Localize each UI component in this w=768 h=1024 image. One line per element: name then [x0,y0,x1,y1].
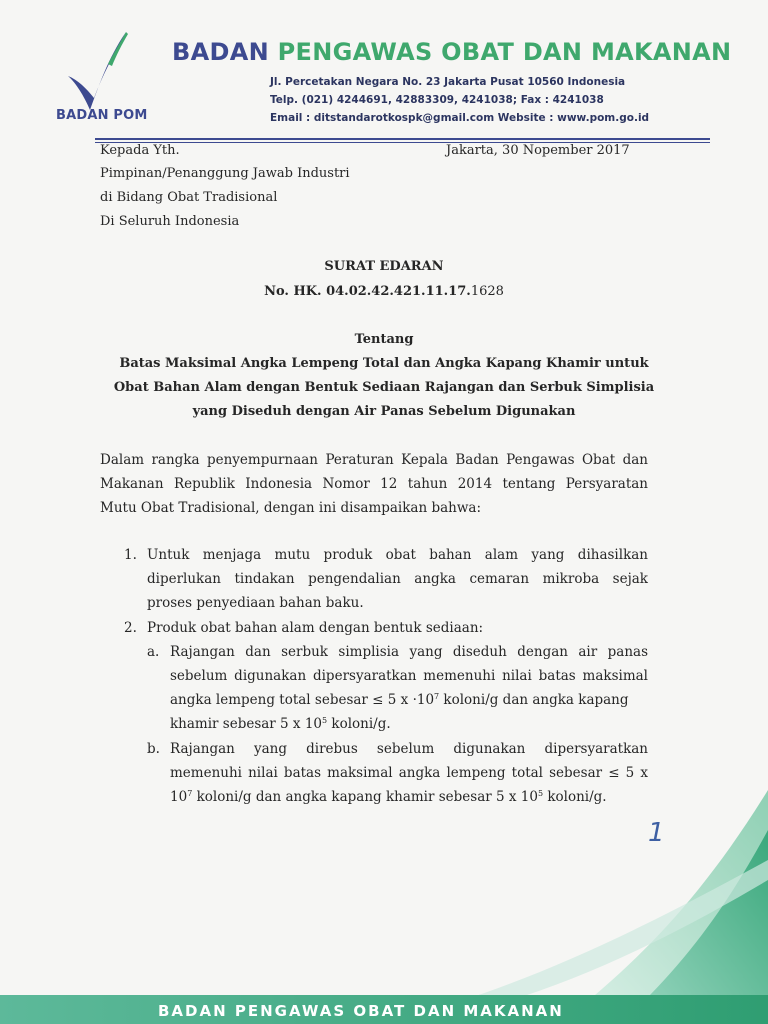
place-date: Jakarta, 30 Nopember 2017 [446,143,630,158]
address-line: Jl. Percetakan Negara No. 23 Jakarta Pusat 10560 Indonesia [270,76,626,88]
intro-line-3: Mutu Obat Tradisional, dengan ini disampaikan bahwa: [100,500,482,516]
item-2a-line-1: Rajangan dan serbuk simplisia yang diseduh dengan air panas [170,644,648,660]
item-2-line: Produk obat bahan alam dengan bentuk sediaan: [147,620,484,636]
item-2b-line-1: Rajangan yang direbus sebelum digunakan dipersyaratkan [170,741,648,757]
logo-label: BADAN POM [56,108,148,123]
item-2a-line-2: sebelum digunakan dipersyaratkan memenuhi nilai batas maksimal [170,668,648,684]
item-2a-line-4-exp: 5 [322,716,328,725]
letter-number [0,284,768,299]
org-name-part1: BADAN [172,38,269,66]
phone-line: Telp. (021) 4244691, 42883309, 4241038; Fax : 4241038 [270,94,604,106]
intro-line-2: Makanan Republik Indonesia Nomor 12 tahun 2014 tentang Persyaratan [100,476,648,492]
item-1-line-1: Untuk menjaga mutu produk obat bahan alam yang dihasilkan [147,547,648,563]
recipient-line-3: Di Seluruh Indonesia [100,214,240,229]
item-2a-line-3 [170,692,629,708]
item-2b-letter: b. [147,741,160,757]
subject-line-2: Obat Bahan Alam dengan Bentuk Sediaan Rajangan dan Serbuk Simplisia [113,380,655,395]
item-1-line-2: diperlukan tindakan pengendalian angka cemaran mikroba sejak [147,571,648,587]
contact-line: Email : ditstandarotkospk@gmail.com Website : www.pom.go.id [270,112,650,124]
organization-name [172,38,731,66]
letter-number-suffix: 1628 [470,284,504,299]
page-number: 1 [648,818,665,848]
item-2a-line-4-post: koloni/g. [327,716,391,732]
recipient-line-2: di Bidang Obat Tradisional [100,190,278,205]
item-2b-line-3 [170,789,607,805]
recipient-line-1: Pimpinan/Penanggung Jawab Industri [100,166,350,181]
item-2-number: 2. [124,620,137,636]
org-name-part2: PENGAWAS OBAT DAN MAKANAN [277,38,732,66]
item-2a-line-4 [170,716,391,732]
item-2b-line-3-exp: 7 [187,789,193,798]
subject-line-3: yang Diseduh dengan Air Panas Sebelum Digunakan [192,404,576,419]
item-2a-line-3-exp: 7 [434,692,440,701]
letter-type: SURAT EDARAN [324,259,444,274]
footer-text: BADAN PENGAWAS OBAT DAN MAKANAN [158,1002,564,1020]
item-2b-line-3-pre: 10 [170,789,188,805]
item-2b-line-3-mid: koloni/g dan angka kapang khamir sebesar 5 x 10 [192,789,538,805]
item-2a-line-3-post: koloni/g dan angka kapang [439,692,629,708]
subject-line-1: Batas Maksimal Angka Lempeng Total dan Angka Kapang Khamir untuk [119,356,649,371]
letterhead-divider [95,138,710,140]
item-2a-line-4-pre: khamir sebesar 5 x 10 [170,716,323,732]
intro-line-1: Dalam rangka penyempurnaan Peraturan Kepala Badan Pengawas Obat dan [100,452,648,468]
letter-number-prefix: No. HK. 04.02.42.421.11.17. [264,284,471,299]
item-1-line-3: proses penyediaan bahan baku. [147,595,364,611]
item-2b-line-3-exp2: 5 [537,789,544,798]
salutation: Kepada Yth. [100,143,180,158]
item-2b-line-3-post: koloni/g. [543,789,607,805]
about-label: Tentang [354,332,414,347]
item-2b-line-2: memenuhi nilai batas maksimal angka lempeng total sebesar ≤ 5 x [170,765,648,781]
badan-pom-logo [56,28,136,113]
item-2a-line-3-pre: angka lempeng total sebesar ≤ 5 x ·10 [170,692,435,708]
item-1-number: 1. [124,547,137,563]
item-2a-letter: a. [147,644,160,660]
